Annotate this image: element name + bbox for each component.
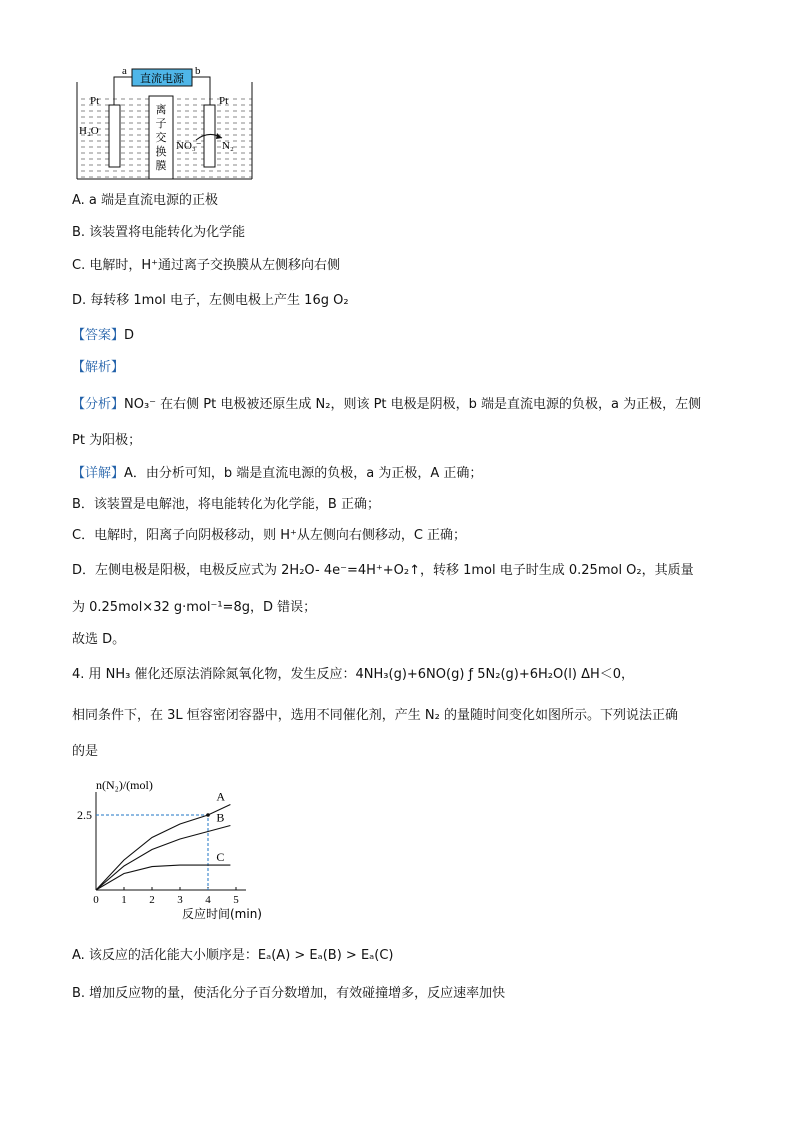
y-tick-label: 2.5 bbox=[77, 808, 92, 822]
membrane-char-1: 离 bbox=[155, 103, 167, 116]
x-tick-label: 5 bbox=[233, 894, 239, 906]
chart-y-axis-label: n(N₂)/(mol) bbox=[96, 778, 153, 792]
guide-dashed-line bbox=[96, 815, 208, 890]
q4-option-a: A. 该反应的活化能大小顺序是：Eₐ(A) > Eₐ(B) > Eₐ(C) bbox=[72, 948, 394, 963]
xiangjie-tag: 【详解】 bbox=[72, 466, 125, 481]
membrane-char-5: 膜 bbox=[155, 159, 167, 172]
fenxi-tag: 【分析】 bbox=[72, 397, 125, 412]
xiangjie-line-a bbox=[72, 465, 482, 483]
right-pt-label: Pt bbox=[219, 95, 229, 107]
fenxi-line-1 bbox=[72, 396, 701, 414]
q4-option-b: B. 增加反应物的量，使活化分子百分数增加，有效碰撞增多，反应速率加快 bbox=[72, 986, 506, 1001]
q4-stem-line-2: 相同条件下，在 3L 恒容密闭容器中，选用不同催化剂，产生 N₂ 的量随时间变化如图所示。下列说法正确 bbox=[72, 708, 678, 723]
fenxi-line-2: Pt 为阳极； bbox=[72, 433, 142, 448]
series-line-B bbox=[96, 826, 230, 891]
x-tick-label: 4 bbox=[205, 894, 211, 906]
terminal-b: b bbox=[195, 65, 201, 77]
electrolysis-cell-diagram bbox=[72, 60, 262, 185]
answer-line bbox=[72, 327, 134, 345]
x-tick-label: 3 bbox=[177, 894, 183, 906]
q3-option-b: B. 该装置将电能转化为化学能 bbox=[72, 225, 246, 240]
membrane-char-4: 换 bbox=[155, 145, 167, 158]
xiangjie-line-b: B．该装置是电解池，将电能转化为化学能，B 正确； bbox=[72, 497, 380, 512]
xiangjie-line-d1: D．左侧电极是阳极，电极反应式为 2H₂O- 4e⁻=4H⁺+O₂↑，转移 1mol 电子时生成 0.25mol O₂，其质量 bbox=[72, 563, 694, 578]
water-label: H₂O bbox=[79, 125, 99, 137]
answer-tag: 【答案】 bbox=[72, 328, 125, 343]
series-label-C: C bbox=[216, 850, 225, 865]
left-pt-label: Pt bbox=[90, 95, 100, 107]
series-label-A: A bbox=[216, 789, 226, 804]
series-label-B: B bbox=[216, 810, 225, 825]
q3-option-d: D. 每转移 1mol 电子，左侧电极上产生 16g O₂ bbox=[72, 293, 349, 308]
nitrate-label: NO₃⁻ bbox=[176, 140, 202, 152]
nitrogen-label: N₂ bbox=[222, 140, 234, 152]
membrane-char-3: 交 bbox=[155, 131, 167, 144]
chart-x-axis-label: 反应时间(min) bbox=[182, 907, 262, 921]
analysis-heading bbox=[72, 359, 124, 377]
x-tick-label: 1 bbox=[121, 894, 127, 906]
conclusion-line: 故选 D。 bbox=[72, 632, 126, 647]
fenxi-text-1: NO₃⁻ 在右侧 Pt 电极被还原生成 N₂，则该 Pt 电极是阴极，b 端是直流电源的负极，a 为正极，左侧 bbox=[124, 397, 702, 412]
membrane-char-2: 子 bbox=[155, 117, 167, 130]
q4-stem-line-3: 的是 bbox=[72, 744, 99, 759]
xiangjie-line-c: C．电解时，阳离子向阴极移动，则 H⁺从左侧向右侧移动，C 正确； bbox=[72, 528, 467, 543]
q3-option-c: C. 电解时，H⁺通过离子交换膜从左侧移向右侧 bbox=[72, 258, 340, 273]
q4-stem-line-1: 4. 用 NH₃ 催化还原法消除氮氧化物，发生反应：4NH₃(g)+6NO(g) ƒ 5N₂(g)+6H₂O(l) ΔH＜0， bbox=[72, 667, 635, 682]
terminal-a: a bbox=[122, 65, 127, 77]
q3-option-a: A. a 端是直流电源的正极 bbox=[72, 193, 219, 208]
analysis-tag: 【解析】 bbox=[72, 360, 125, 375]
marked-point bbox=[206, 813, 210, 817]
x-tick-label: 2 bbox=[149, 894, 155, 906]
left-electrode bbox=[109, 105, 120, 167]
xiangjie-line-d2: 为 0.25mol×32 g·mol⁻¹=8g，D 错误； bbox=[72, 600, 317, 615]
answer-value: D bbox=[124, 328, 135, 343]
power-label: 直流电源 bbox=[140, 72, 184, 85]
x-tick-label: 0 bbox=[93, 894, 99, 906]
n2-amount-chart bbox=[72, 772, 292, 922]
xiangjie-text-a: A．由分析可知，b 端是直流电源的负极，a 为正极，A 正确； bbox=[124, 466, 483, 481]
series-line-A bbox=[96, 805, 230, 891]
right-electrode bbox=[204, 105, 215, 167]
